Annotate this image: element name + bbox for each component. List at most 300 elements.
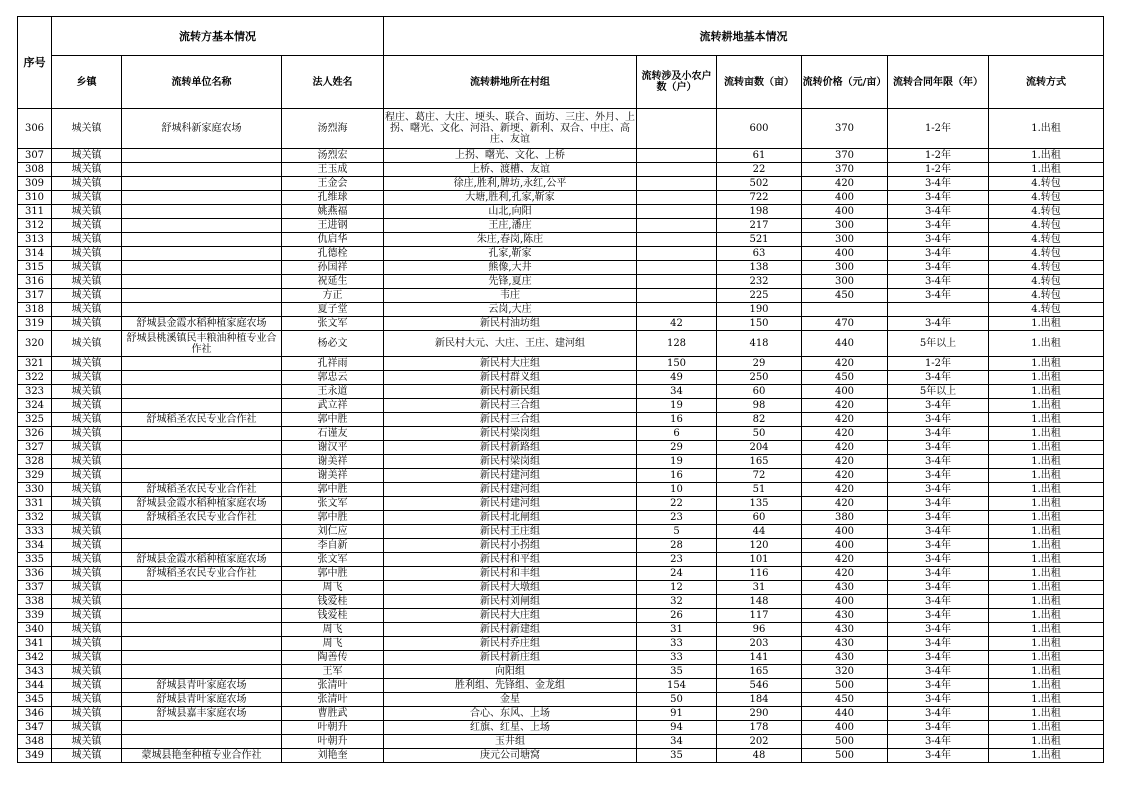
- row-area: 50: [717, 427, 802, 441]
- table-row: [18, 109, 1104, 149]
- row-seq: 312: [18, 219, 52, 233]
- header-seq: 序号: [18, 17, 52, 109]
- row-town: 城关镇: [52, 317, 122, 331]
- row-seq: 347: [18, 721, 52, 735]
- row-village: 上拐、曙光、文化、上桥: [384, 149, 637, 163]
- row-person: 叶朝升: [282, 721, 384, 735]
- row-households: 32: [637, 595, 717, 609]
- row-area: 117: [717, 609, 802, 623]
- row-area: 138: [717, 261, 802, 275]
- row-town: 城关镇: [52, 399, 122, 413]
- table-row: [18, 441, 1104, 455]
- row-mode: 1.出租: [989, 735, 1104, 749]
- row-term: 3-4年: [888, 483, 989, 497]
- row-households: 35: [637, 665, 717, 679]
- row-mode: 1.出租: [989, 749, 1104, 763]
- table-row: [18, 331, 1104, 357]
- row-area: 60: [717, 385, 802, 399]
- row-seq: 317: [18, 289, 52, 303]
- table-row: [18, 289, 1104, 303]
- row-unit-name: 舒城稻圣农民专业合作社: [122, 567, 282, 581]
- row-households: 23: [637, 511, 717, 525]
- header-town: 乡镇: [52, 56, 122, 109]
- row-town: 城关镇: [52, 511, 122, 525]
- row-mode: 1.出租: [989, 399, 1104, 413]
- row-town: 城关镇: [52, 331, 122, 357]
- row-village: 新民村新民组: [384, 385, 637, 399]
- row-person: 仇启华: [282, 233, 384, 247]
- row-unit-name: 舒城稻圣农民专业合作社: [122, 483, 282, 497]
- table-row: [18, 191, 1104, 205]
- row-town: 城关镇: [52, 177, 122, 191]
- table-row: [18, 303, 1104, 317]
- row-price: 400: [802, 191, 888, 205]
- row-mode: 1.出租: [989, 553, 1104, 567]
- row-households: 10: [637, 483, 717, 497]
- row-village: 朱庄,春岗,陈庄: [384, 233, 637, 247]
- row-unit-name: [122, 357, 282, 371]
- row-term: 3-4年: [888, 289, 989, 303]
- row-mode: 4.转包: [989, 233, 1104, 247]
- row-price: 420: [802, 177, 888, 191]
- row-unit-name: [122, 441, 282, 455]
- row-households: 26: [637, 609, 717, 623]
- row-term: 3-4年: [888, 595, 989, 609]
- row-term: 1-2年: [888, 163, 989, 177]
- table-row: [18, 385, 1104, 399]
- header-term: 流转合同年限（年）: [888, 56, 989, 109]
- row-town: 城关镇: [52, 679, 122, 693]
- row-households: 19: [637, 399, 717, 413]
- row-seq: 338: [18, 595, 52, 609]
- row-village: 徐庄,胜利,牌坊,永红,公平: [384, 177, 637, 191]
- row-price: 430: [802, 609, 888, 623]
- row-households: 34: [637, 385, 717, 399]
- row-person: 叶朝升: [282, 735, 384, 749]
- row-village: 新民村北闸组: [384, 511, 637, 525]
- row-person: 姚燕福: [282, 205, 384, 219]
- row-seq: 333: [18, 525, 52, 539]
- row-households: 31: [637, 623, 717, 637]
- row-term: 3-4年: [888, 191, 989, 205]
- row-mode: 1.出租: [989, 455, 1104, 469]
- row-mode: 1.出租: [989, 665, 1104, 679]
- row-seq: 337: [18, 581, 52, 595]
- row-seq: 346: [18, 707, 52, 721]
- row-households: 23: [637, 553, 717, 567]
- row-village: 新民村大庄组: [384, 357, 637, 371]
- table-row: [18, 539, 1104, 553]
- row-person: 孔祥雨: [282, 357, 384, 371]
- table-row: [18, 261, 1104, 275]
- row-area: 60: [717, 511, 802, 525]
- row-area: 204: [717, 441, 802, 455]
- row-households: 128: [637, 331, 717, 357]
- row-seq: 331: [18, 497, 52, 511]
- table-row: [18, 623, 1104, 637]
- row-unit-name: [122, 399, 282, 413]
- row-mode: 1.出租: [989, 331, 1104, 357]
- row-households: [637, 177, 717, 191]
- row-price: 430: [802, 637, 888, 651]
- row-households: 28: [637, 539, 717, 553]
- row-households: [637, 289, 717, 303]
- row-town: 城关镇: [52, 609, 122, 623]
- row-mode: 1.出租: [989, 469, 1104, 483]
- row-village: 山北,向阳: [384, 205, 637, 219]
- row-village: 程庄、葛庄、大庄、埂头、联合、面坊、三庄、外月、上拐、曙光、文化、河沿、新埂、新利、双合、中庄、高庄、友谊: [384, 109, 637, 149]
- row-town: 城关镇: [52, 735, 122, 749]
- row-person: 王军: [282, 665, 384, 679]
- row-term: 3-4年: [888, 693, 989, 707]
- row-village: 韦庄: [384, 289, 637, 303]
- table-row: [18, 247, 1104, 261]
- row-seq: 324: [18, 399, 52, 413]
- row-households: [637, 219, 717, 233]
- row-town: 城关镇: [52, 469, 122, 483]
- row-households: [637, 191, 717, 205]
- row-mode: 1.出租: [989, 385, 1104, 399]
- row-mode: 1.出租: [989, 679, 1104, 693]
- row-person: 刘艳奎: [282, 749, 384, 763]
- row-village: 王庄,潘庄: [384, 219, 637, 233]
- row-households: [637, 233, 717, 247]
- row-town: 城关镇: [52, 427, 122, 441]
- row-village: 新民村新路组: [384, 441, 637, 455]
- row-price: 420: [802, 399, 888, 413]
- row-town: 城关镇: [52, 441, 122, 455]
- row-town: 城关镇: [52, 219, 122, 233]
- row-village: 金星: [384, 693, 637, 707]
- row-term: 1-2年: [888, 357, 989, 371]
- row-term: 1-2年: [888, 109, 989, 149]
- table-row: [18, 163, 1104, 177]
- row-unit-name: [122, 735, 282, 749]
- row-mode: 1.出租: [989, 539, 1104, 553]
- row-seq: 340: [18, 623, 52, 637]
- row-households: 154: [637, 679, 717, 693]
- row-area: 178: [717, 721, 802, 735]
- row-person: 钱爱桂: [282, 595, 384, 609]
- row-area: 225: [717, 289, 802, 303]
- row-unit-name: [122, 469, 282, 483]
- row-area: 546: [717, 679, 802, 693]
- row-person: 谢汉平: [282, 441, 384, 455]
- row-village: 孔家,靳家: [384, 247, 637, 261]
- row-seq: 313: [18, 233, 52, 247]
- row-term: 3-4年: [888, 371, 989, 385]
- row-area: 141: [717, 651, 802, 665]
- row-term: 3-4年: [888, 525, 989, 539]
- row-area: 61: [717, 149, 802, 163]
- row-area: 202: [717, 735, 802, 749]
- row-town: 城关镇: [52, 289, 122, 303]
- row-mode: 4.转包: [989, 275, 1104, 289]
- row-town: 城关镇: [52, 623, 122, 637]
- row-term: 3-4年: [888, 317, 989, 331]
- row-area: 184: [717, 693, 802, 707]
- row-person: 王永道: [282, 385, 384, 399]
- row-unit-name: [122, 637, 282, 651]
- table-row: [18, 371, 1104, 385]
- row-term: 3-4年: [888, 735, 989, 749]
- header-person: 法人姓名: [282, 56, 384, 109]
- table-row: [18, 679, 1104, 693]
- table-row: [18, 721, 1104, 735]
- table-row: [18, 651, 1104, 665]
- row-unit-name: [122, 651, 282, 665]
- row-term: 3-4年: [888, 247, 989, 261]
- table-row: [18, 707, 1104, 721]
- row-households: 34: [637, 735, 717, 749]
- row-term: 5年以上: [888, 331, 989, 357]
- row-person: 张文军: [282, 553, 384, 567]
- row-village: 新民村大墩组: [384, 581, 637, 595]
- row-price: 300: [802, 275, 888, 289]
- row-seq: 322: [18, 371, 52, 385]
- row-households: 5: [637, 525, 717, 539]
- row-village: 红旗、红星、上场: [384, 721, 637, 735]
- row-unit-name: [122, 371, 282, 385]
- row-households: 24: [637, 567, 717, 581]
- row-village: 新民村小拐组: [384, 539, 637, 553]
- row-term: 3-4年: [888, 539, 989, 553]
- row-village: 新民村三合组: [384, 413, 637, 427]
- row-seq: 314: [18, 247, 52, 261]
- row-town: 城关镇: [52, 371, 122, 385]
- row-price: 400: [802, 595, 888, 609]
- row-unit-name: 舒城县桃溪镇民丰粮油种植专业合作社: [122, 331, 282, 357]
- row-village: 新民村建河组: [384, 497, 637, 511]
- row-area: 31: [717, 581, 802, 595]
- row-person: 祝延生: [282, 275, 384, 289]
- row-unit-name: [122, 289, 282, 303]
- row-person: 夏子堂: [282, 303, 384, 317]
- row-term: 3-4年: [888, 261, 989, 275]
- table-row: [18, 413, 1104, 427]
- row-term: 3-4年: [888, 469, 989, 483]
- table-row: [18, 357, 1104, 371]
- row-term: [888, 303, 989, 317]
- row-town: 城关镇: [52, 595, 122, 609]
- row-mode: 1.出租: [989, 317, 1104, 331]
- table-row: [18, 427, 1104, 441]
- row-seq: 329: [18, 469, 52, 483]
- row-seq: 332: [18, 511, 52, 525]
- row-area: 135: [717, 497, 802, 511]
- row-person: 张清叶: [282, 679, 384, 693]
- table-row: [18, 595, 1104, 609]
- row-price: 500: [802, 749, 888, 763]
- row-price: 400: [802, 205, 888, 219]
- row-person: 周飞: [282, 623, 384, 637]
- row-person: 陶善传: [282, 651, 384, 665]
- row-households: [637, 247, 717, 261]
- row-village: 云岗,大庄: [384, 303, 637, 317]
- row-town: 城关镇: [52, 539, 122, 553]
- land-transfer-table: [17, 16, 1104, 763]
- row-mode: 4.转包: [989, 177, 1104, 191]
- row-village: 熊像,大井: [384, 261, 637, 275]
- row-mode: 1.出租: [989, 707, 1104, 721]
- header-group-party: 流转方基本情况: [52, 17, 384, 56]
- row-households: 33: [637, 637, 717, 651]
- row-households: 42: [637, 317, 717, 331]
- row-term: 3-4年: [888, 177, 989, 191]
- row-person: 孙国祥: [282, 261, 384, 275]
- row-unit-name: 舒城县青叶家庭农场: [122, 693, 282, 707]
- row-area: 502: [717, 177, 802, 191]
- table-row: [18, 233, 1104, 247]
- row-seq: 342: [18, 651, 52, 665]
- row-unit-name: [122, 581, 282, 595]
- row-seq: 311: [18, 205, 52, 219]
- row-village: 新民村梁岗组: [384, 455, 637, 469]
- row-person: 谢美祥: [282, 469, 384, 483]
- row-households: 6: [637, 427, 717, 441]
- row-term: 3-4年: [888, 637, 989, 651]
- row-town: 城关镇: [52, 191, 122, 205]
- row-unit-name: [122, 665, 282, 679]
- row-village: 新民村建河组: [384, 469, 637, 483]
- table-row: [18, 399, 1104, 413]
- row-seq: 326: [18, 427, 52, 441]
- row-seq: 344: [18, 679, 52, 693]
- header-price: 流转价格（元/亩）: [802, 56, 888, 109]
- row-unit-name: [122, 623, 282, 637]
- row-price: 470: [802, 317, 888, 331]
- table-row: [18, 665, 1104, 679]
- row-area: 82: [717, 413, 802, 427]
- table-row: [18, 455, 1104, 469]
- table-row: [18, 525, 1104, 539]
- row-village: 新民村和丰组: [384, 567, 637, 581]
- row-price: 400: [802, 247, 888, 261]
- table-header: [18, 17, 1104, 109]
- row-unit-name: [122, 149, 282, 163]
- row-village: 合心、东风、上场: [384, 707, 637, 721]
- table-row: [18, 275, 1104, 289]
- row-households: [637, 163, 717, 177]
- row-mode: 1.出租: [989, 483, 1104, 497]
- table-row: [18, 219, 1104, 233]
- row-area: 290: [717, 707, 802, 721]
- row-person: 张清叶: [282, 693, 384, 707]
- row-term: 3-4年: [888, 511, 989, 525]
- row-village: 新民村建河组: [384, 483, 637, 497]
- row-price: 440: [802, 707, 888, 721]
- row-seq: 315: [18, 261, 52, 275]
- row-price: 440: [802, 331, 888, 357]
- row-mode: 1.出租: [989, 567, 1104, 581]
- row-unit-name: 舒城县金霞水稻种植家庭农场: [122, 497, 282, 511]
- row-households: [637, 275, 717, 289]
- row-seq: 341: [18, 637, 52, 651]
- row-town: 城关镇: [52, 261, 122, 275]
- row-price: 400: [802, 525, 888, 539]
- row-mode: 1.出租: [989, 623, 1104, 637]
- row-mode: 4.转包: [989, 261, 1104, 275]
- row-town: 城关镇: [52, 247, 122, 261]
- row-seq: 345: [18, 693, 52, 707]
- row-town: 城关镇: [52, 553, 122, 567]
- table-row: [18, 483, 1104, 497]
- header-village: 流转耕地所在村组: [384, 56, 637, 109]
- row-person: 刘仁应: [282, 525, 384, 539]
- row-households: [637, 303, 717, 317]
- row-area: 217: [717, 219, 802, 233]
- row-mode: 1.出租: [989, 413, 1104, 427]
- row-households: 19: [637, 455, 717, 469]
- row-seq: 325: [18, 413, 52, 427]
- row-unit-name: [122, 177, 282, 191]
- row-town: 城关镇: [52, 749, 122, 763]
- header-unit: 流转单位名称: [122, 56, 282, 109]
- row-village: 新民村大元、大庄、王庄、建河组: [384, 331, 637, 357]
- row-term: 3-4年: [888, 233, 989, 247]
- row-households: 94: [637, 721, 717, 735]
- row-village: 新民村刘闸组: [384, 595, 637, 609]
- row-area: 150: [717, 317, 802, 331]
- row-seq: 323: [18, 385, 52, 399]
- row-term: 3-4年: [888, 707, 989, 721]
- row-price: 370: [802, 149, 888, 163]
- row-seq: 310: [18, 191, 52, 205]
- row-person: 武立祥: [282, 399, 384, 413]
- row-seq: 316: [18, 275, 52, 289]
- row-term: 3-4年: [888, 609, 989, 623]
- row-area: 72: [717, 469, 802, 483]
- row-town: 城关镇: [52, 525, 122, 539]
- row-village: 向阳组: [384, 665, 637, 679]
- row-term: 3-4年: [888, 581, 989, 595]
- row-price: 420: [802, 441, 888, 455]
- row-price: 300: [802, 233, 888, 247]
- row-area: 203: [717, 637, 802, 651]
- row-price: 430: [802, 581, 888, 595]
- row-seq: 330: [18, 483, 52, 497]
- row-seq: 336: [18, 567, 52, 581]
- row-price: 450: [802, 289, 888, 303]
- row-term: 3-4年: [888, 441, 989, 455]
- table-row: [18, 177, 1104, 191]
- row-price: 500: [802, 679, 888, 693]
- row-seq: 308: [18, 163, 52, 177]
- row-unit-name: 舒城县嘉丰家庭农场: [122, 707, 282, 721]
- row-area: 198: [717, 205, 802, 219]
- row-town: 城关镇: [52, 665, 122, 679]
- row-person: 周飞: [282, 581, 384, 595]
- row-unit-name: [122, 595, 282, 609]
- table-row: [18, 637, 1104, 651]
- row-village: 新民村大庄组: [384, 609, 637, 623]
- row-price: 450: [802, 371, 888, 385]
- row-town: 城关镇: [52, 109, 122, 149]
- row-mode: 1.出租: [989, 595, 1104, 609]
- row-mode: 1.出租: [989, 721, 1104, 735]
- row-seq: 306: [18, 109, 52, 149]
- row-mode: 1.出租: [989, 427, 1104, 441]
- row-households: 49: [637, 371, 717, 385]
- row-households: 16: [637, 413, 717, 427]
- header-mode: 流转方式: [989, 56, 1104, 109]
- row-term: 3-4年: [888, 219, 989, 233]
- row-person: 孔德栓: [282, 247, 384, 261]
- row-households: [637, 205, 717, 219]
- table-row: [18, 149, 1104, 163]
- row-town: 城关镇: [52, 385, 122, 399]
- row-price: 420: [802, 455, 888, 469]
